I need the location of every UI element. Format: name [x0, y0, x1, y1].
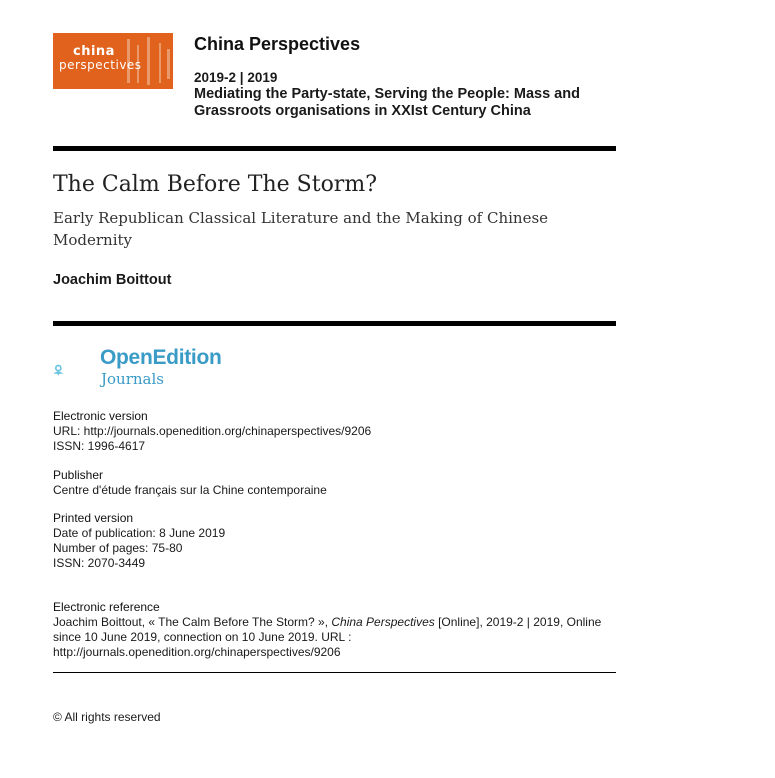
journal-logo-text — [59, 45, 142, 71]
divider-top — [53, 146, 616, 151]
electronic-version-url[interactable]: URL: http://journals.openedition.org/chinaperspectives/9206 — [53, 424, 372, 438]
citation-part-1: Joachim Boittout, « The Calm Before The Storm? », — [53, 615, 332, 629]
printed-version-heading: Printed version — [53, 511, 134, 525]
article-title: The Calm Before The Storm? — [53, 172, 377, 197]
publisher-name: Centre d'étude français sur la Chine contemporaine — [53, 483, 327, 497]
electronic-reference-heading: Electronic reference — [53, 600, 160, 614]
electronic-version-issn: ISSN: 1996-4617 — [53, 439, 146, 453]
issue-number: 2019-2 | 2019 — [194, 70, 278, 85]
electronic-reference-block — [53, 600, 608, 660]
printed-issn: ISSN: 2070-3449 — [53, 556, 146, 570]
copyright-notice: © All rights reserved — [53, 710, 161, 724]
divider-bottom — [53, 672, 616, 673]
issue-title: Mediating the Party-state, Serving the People: Mass and Grassroots organisations in XXIst Century China — [194, 86, 580, 119]
openedition-journals: Journals — [101, 370, 164, 388]
electronic-reference-citation — [53, 615, 601, 659]
openedition-brand: OpenEdition — [100, 346, 222, 369]
divider-middle — [53, 321, 616, 326]
logo-line-1: china — [73, 44, 115, 59]
publisher-heading: Publisher — [53, 468, 104, 482]
electronic-version-block — [53, 409, 618, 454]
printed-publication-date: Date of publication: 8 June 2019 — [53, 526, 226, 540]
author-name: Joachim Boittout — [53, 272, 172, 288]
article-subtitle: Early Republican Classical Literature and the Making of Chinese Modernity — [53, 209, 549, 249]
electronic-version-heading: Electronic version — [53, 409, 148, 423]
citation-part-2[interactable]: [Online], 2019-2 | 2019, Online since 10 June 2019, connection on 10 June 2019. URL : http://journals.openedition.org/chinaperspectives/9206 — [53, 615, 602, 659]
openedition-flower-icon — [53, 346, 99, 394]
publisher-block — [53, 468, 618, 498]
printed-page-count: Number of pages: 75-80 — [53, 541, 183, 555]
printed-version-block — [53, 511, 618, 571]
journal-name: China Perspectives — [194, 34, 361, 54]
journal-logo — [53, 33, 173, 89]
logo-line-2: perspectives — [59, 58, 142, 72]
citation-journal-name: China Perspectives — [331, 615, 435, 629]
